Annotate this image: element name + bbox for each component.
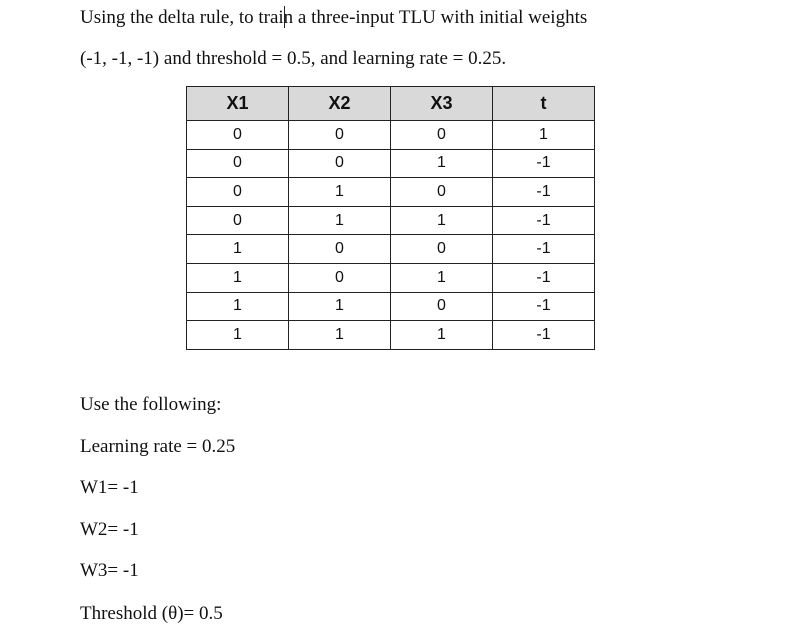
cell-x1: 0 [187,206,289,235]
weight-w1-text: W1= -1 [80,477,139,498]
intro-line-1-part-b: n a three-input TLU with initial weights [283,7,588,28]
cell-x1: 1 [187,321,289,350]
table-row [187,149,595,178]
header-t: t [493,87,595,121]
table-row [187,206,595,235]
truth-table [186,86,595,350]
cell-t: -1 [493,292,595,321]
learning-rate-text: Learning rate = 0.25 [80,436,236,457]
cell-t: -1 [493,178,595,207]
cell-t: -1 [493,206,595,235]
cell-x2: 0 [289,121,391,150]
cell-x1: 1 [187,263,289,292]
header-x2: X2 [289,87,391,121]
intro-line-1 [80,6,587,29]
table-row [187,235,595,264]
cell-x2: 1 [289,206,391,235]
cell-x2: 0 [289,263,391,292]
cell-t: -1 [493,263,595,292]
cell-x2: 1 [289,178,391,207]
intro-line-1-part-a: Using the delta rule, to trai [80,7,284,28]
params-heading: Use the following: [80,394,222,415]
cell-x3: 1 [391,263,493,292]
cell-x3: 0 [391,178,493,207]
threshold-text: Threshold (θ)= 0.5 [80,603,223,624]
cell-x3: 1 [391,321,493,350]
table-row [187,292,595,321]
cell-t: -1 [493,149,595,178]
intro-line-2: (-1, -1, -1) and threshold = 0.5, and learning rate = 0.25. [80,48,507,69]
cell-x1: 1 [187,292,289,321]
table-row [187,263,595,292]
cell-x1: 0 [187,149,289,178]
cell-x3: 0 [391,235,493,264]
cell-x2: 0 [289,149,391,178]
cell-t: -1 [493,235,595,264]
cell-x3: 1 [391,149,493,178]
table-row [187,178,595,207]
cell-x1: 0 [187,178,289,207]
table-header-row [187,87,595,121]
header-x1: X1 [187,87,289,121]
weight-w3-text: W3= -1 [80,560,139,581]
weight-w2-text: W2= -1 [80,519,139,540]
table-row [187,121,595,150]
cell-x3: 1 [391,206,493,235]
cell-t: -1 [493,321,595,350]
cell-x2: 1 [289,321,391,350]
header-x3: X3 [391,87,493,121]
cell-t: 1 [493,121,595,150]
table-row [187,321,595,350]
cell-x1: 1 [187,235,289,264]
cell-x3: 0 [391,121,493,150]
cell-x3: 0 [391,292,493,321]
cell-x2: 1 [289,292,391,321]
cell-x2: 0 [289,235,391,264]
cell-x1: 0 [187,121,289,150]
